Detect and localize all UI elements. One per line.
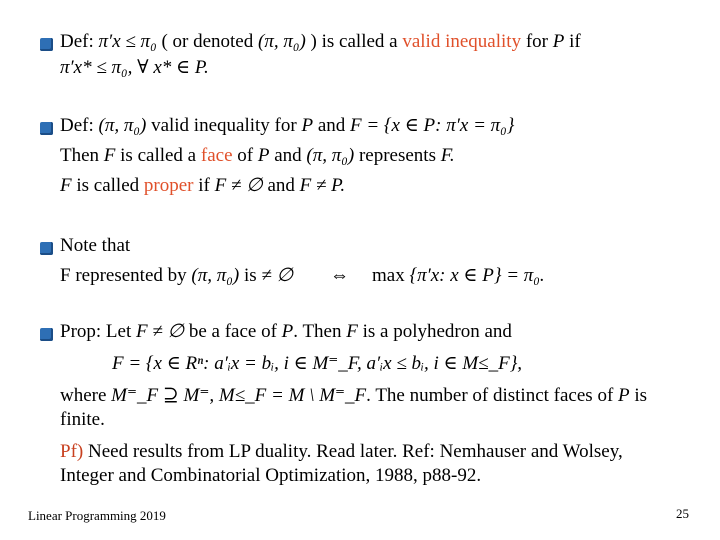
footer-course-title: Linear Programming 2019: [28, 508, 166, 523]
text-line: Def: (π, π₀) valid inequality for P and F = {x ∈ P: π′x = π₀}: [60, 115, 515, 136]
text-line: max {π′x: x ∈ P} = π₀.: [372, 265, 545, 286]
bullet-square-icon: [40, 38, 53, 51]
text-line: F is called proper if F ≠ ∅ and F ≠ P.: [60, 175, 346, 196]
text-line: F represented by (π, π₀) is ≠ ∅: [60, 265, 294, 286]
text-line: finite.: [60, 409, 105, 430]
equivalence-arrow-icon: ⇔: [330, 265, 349, 286]
text-line: Then F is called a face of P and (π, π₀) represents F.: [60, 145, 455, 166]
highlight-term: face: [200, 145, 233, 166]
text-line: Prop: Let F ≠ ∅ be a face of P. Then F is a polyhedron and: [60, 321, 512, 342]
text-line: π′x* ≤ π₀, ∀ x* ∈ P.: [60, 57, 209, 78]
bullet-square-icon: [40, 328, 53, 341]
text-line: Note that: [60, 235, 131, 256]
text-line: Integer and Combinatorial Optimization, 1988, p88-92.: [60, 465, 482, 486]
text-line: where M⁼_F ⊇ M⁼, M≤_F = M \ M⁼_F. The number of distinct faces of P is: [60, 385, 648, 406]
bullet-square-icon: [40, 242, 53, 255]
highlight-term: valid inequality: [402, 31, 522, 52]
text-line: Def: π′x ≤ π₀ ( or denoted (π, π₀) ) is called a valid inequality for P if: [60, 31, 581, 52]
bullet-square-icon: [40, 122, 53, 135]
highlight-term: Pf): [60, 441, 84, 462]
text-line: F = {x ∈ Rⁿ: a′ᵢx = bᵢ, i ∈ M⁼_F, a′ᵢx ≤ bᵢ, i ∈ M≤_F},: [112, 353, 523, 374]
highlight-term: proper: [143, 175, 194, 196]
text-line: Pf) Need results from LP duality. Read later. Ref: Nemhauser and Wolsey,: [60, 441, 623, 462]
page-number: 25: [676, 506, 689, 521]
